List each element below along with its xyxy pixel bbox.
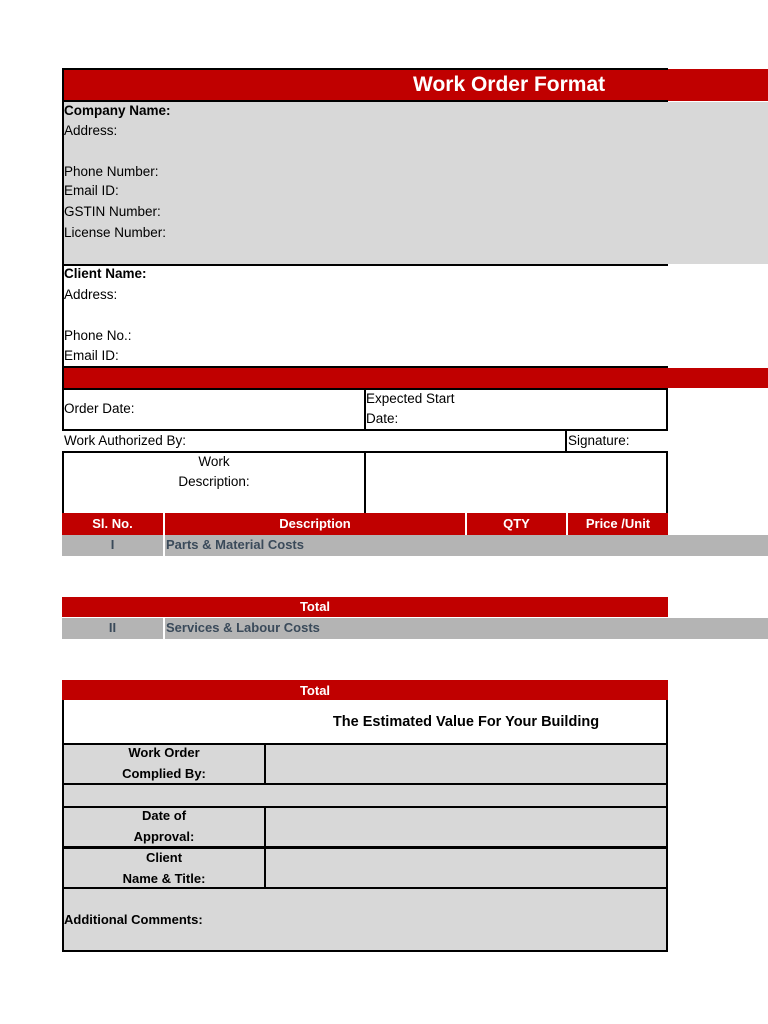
column-header-sl-no: Sl. No. — [92, 516, 133, 531]
client-name-title-label-line1: Client — [145, 850, 183, 865]
expected-start-label-line2: Date: — [366, 411, 399, 426]
client-name-label: Client Name: — [64, 266, 147, 281]
total-label-parts: Total — [299, 599, 331, 614]
approval-date-label-line2: Approval: — [133, 829, 195, 844]
form-left-border — [62, 68, 64, 388]
signature-label: Signature: — [568, 433, 630, 448]
complied-by-divider — [264, 743, 266, 785]
company-email-label: Email ID: — [64, 183, 119, 198]
signature-divider — [565, 431, 567, 451]
column-header-price-unit: Price /Unit — [585, 516, 651, 531]
company-bottom-border — [62, 264, 668, 266]
company-address-label: Address: — [64, 123, 118, 138]
company-panel — [62, 102, 768, 264]
complied-by-label-line1: Work Order — [128, 745, 200, 760]
additional-comments-label: Additional Comments: — [64, 912, 203, 927]
company-license-label: License Number: — [64, 225, 167, 240]
company-gstin-label: GSTIN Number: — [64, 204, 161, 219]
separator-bar — [62, 368, 768, 388]
client-name-title-label-line2: Name & Title: — [122, 871, 206, 886]
client-address-label: Address: — [64, 287, 118, 302]
client-email-label: Email ID: — [64, 348, 119, 363]
column-header-description: Description — [279, 516, 351, 531]
order-date-label: Order Date: — [64, 401, 135, 416]
client-name-title-divider — [264, 847, 266, 889]
work-description-label-line1: Work — [198, 454, 230, 469]
work-description-label-line2: Description: — [178, 474, 250, 489]
company-phone-label: Phone Number: — [64, 164, 159, 179]
client-phone-label: Phone No.: — [64, 328, 132, 343]
section-title-parts: Parts & Material Costs — [166, 537, 304, 552]
section-number-services: II — [108, 620, 117, 635]
section-services-divider — [163, 618, 165, 639]
section-number-parts: I — [110, 537, 115, 552]
section-parts-divider — [163, 535, 165, 556]
authorized-by-label: Work Authorized By: — [64, 433, 187, 448]
column-header-qty: QTY — [503, 516, 530, 531]
expected-start-label-line1: Expected Start — [366, 391, 455, 406]
approval-date-label-line1: Date of — [141, 808, 187, 823]
approval-date-divider — [264, 806, 266, 848]
title-top-border — [62, 68, 668, 70]
company-name-label: Company Name: — [64, 103, 171, 118]
total-label-services: Total — [299, 683, 331, 698]
page-title: Work Order Format — [413, 73, 606, 96]
estimate-title: The Estimated Value For Your Building — [332, 714, 600, 730]
complied-by-label-line2: Complied By: — [122, 766, 206, 781]
section-title-services: Services & Labour Costs — [166, 620, 320, 635]
approval-spacer-row — [62, 785, 668, 806]
work-description-divider — [364, 451, 366, 513]
